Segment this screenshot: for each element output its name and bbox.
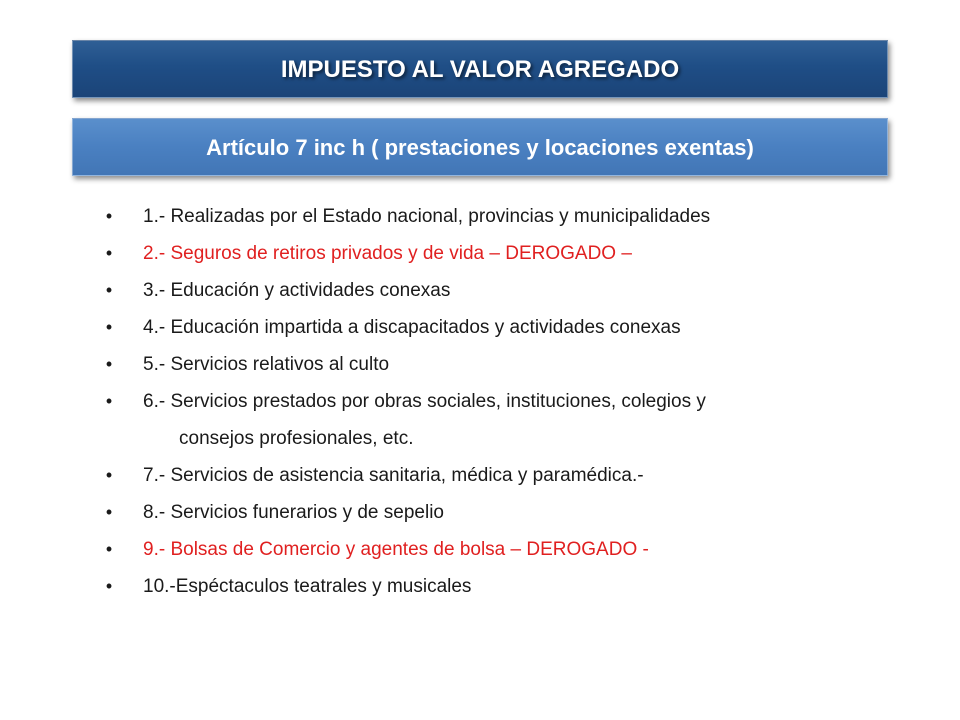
list-item-text: 4.- Educación impartida a discapacitados y actividades conexas xyxy=(143,317,681,338)
list-item-derogado xyxy=(100,235,880,272)
list-item-text: 8.- Servicios funerarios y de sepelio xyxy=(143,502,444,523)
page-subtitle: Artículo 7 inc h ( prestaciones y locaciones exentas) xyxy=(206,135,754,160)
subtitle-banner xyxy=(72,118,888,176)
list-item-text: 2.- Seguros de retiros privados y de vida – DEROGADO – xyxy=(143,243,632,264)
list-item-derogado xyxy=(100,531,880,568)
bullet-icon: • xyxy=(105,539,113,559)
title-banner xyxy=(72,40,888,98)
exemptions-list xyxy=(100,198,880,605)
list-item-text: 6.- Servicios prestados por obras sociales, instituciones, colegios y xyxy=(143,391,706,412)
page-title: IMPUESTO AL VALOR AGREGADO xyxy=(280,56,680,83)
list-item-text: 3.- Educación y actividades conexas xyxy=(143,280,451,301)
list-item-text: 9.- Bolsas de Comercio y agentes de bolsa – DEROGADO - xyxy=(143,539,649,560)
list-item xyxy=(100,494,880,531)
list-item-continuation: consejos profesionales, etc. xyxy=(179,428,414,449)
list-item xyxy=(100,346,880,383)
list-item-text: 5.- Servicios relativos al culto xyxy=(143,354,390,375)
bullet-icon: • xyxy=(105,576,113,596)
list-item xyxy=(100,457,880,494)
list-item xyxy=(100,568,880,605)
bullet-icon: • xyxy=(105,206,113,226)
bullet-icon: • xyxy=(105,280,113,300)
bullet-icon: • xyxy=(105,317,113,337)
list-item-text: 1.- Realizadas por el Estado nacional, provincias y municipalidades xyxy=(143,206,711,227)
list-item xyxy=(100,309,880,346)
list-item xyxy=(100,383,880,457)
bullet-icon: • xyxy=(105,354,113,374)
bullet-icon: • xyxy=(105,502,113,522)
bullet-icon: • xyxy=(105,243,113,263)
list-item-text: 10.-Espéctaculos teatrales y musicales xyxy=(143,576,472,597)
bullet-icon: • xyxy=(105,465,113,485)
list-item xyxy=(100,198,880,235)
list-item-text: 7.- Servicios de asistencia sanitaria, médica y paramédica.- xyxy=(143,465,644,486)
bullet-icon: • xyxy=(105,391,113,411)
list-item xyxy=(100,272,880,309)
